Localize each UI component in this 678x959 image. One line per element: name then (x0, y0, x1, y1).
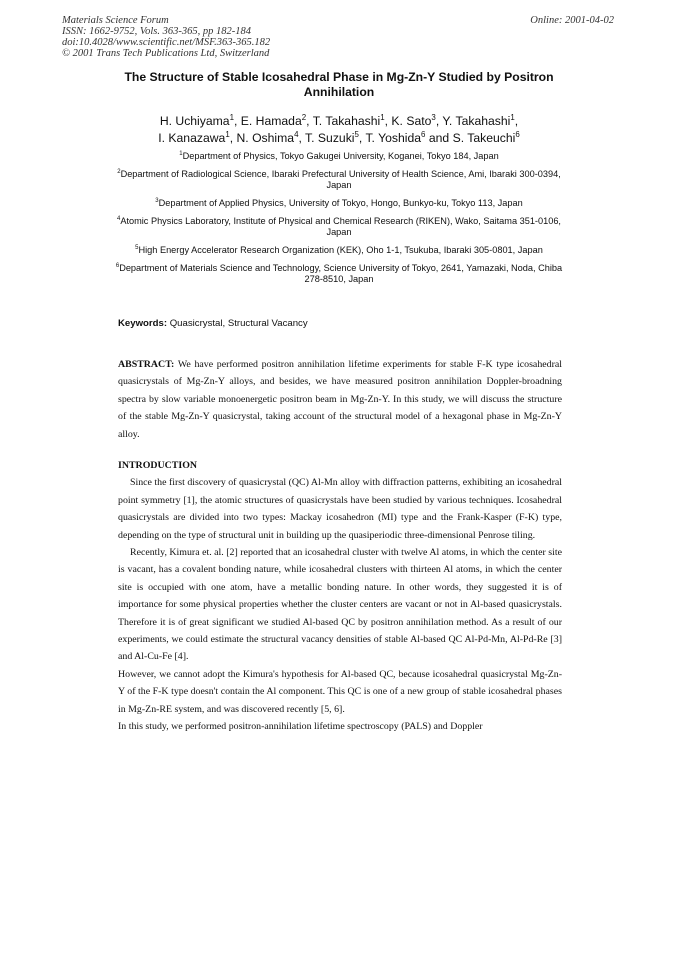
author-affiliation-mark: 1 (380, 112, 385, 122)
affiliation-list (110, 151, 568, 292)
author-separator: and (425, 131, 453, 145)
affiliation-text: Department of Physics, Tokyo Gakugei University, Koganei, Tokyo 184, Japan (182, 151, 499, 161)
author-separator: , (233, 114, 241, 128)
abstract-text: We have performed positron annihilation lifetime experiments for stable F-K type icosahedral quasicrystals of Mg-Zn-Y alloys, and besides, we have measured positron annihilation Doppler-broadning spectra by slow variable monoenergetic positron beam in Mg-Zn-Y. In this study, we will discuss the structure of the stable Mg-Zn-Y quasicrystal, taking account of the structural model of a hexagonal phase in Mg-Zn-Y alloy. (118, 359, 562, 440)
author-affiliation-mark: 3 (431, 112, 436, 122)
affiliation (110, 169, 568, 192)
keywords (118, 318, 308, 329)
author-affiliation-mark: 2 (301, 112, 307, 122)
author-affiliation-mark: 1 (510, 112, 515, 122)
author-name: H. Uchiyama (159, 114, 230, 128)
author-name: T. Takahashi (312, 114, 381, 128)
journal-name: Materials Science Forum (62, 15, 169, 26)
affiliation (110, 151, 568, 162)
affiliation-number: 2 (117, 168, 121, 175)
author-name: N. Oshima (236, 131, 295, 145)
issn-line: ISSN: 1662-9752, Vols. 363-365, pp 182-184 (62, 26, 251, 37)
affiliation (110, 216, 568, 239)
author-name: Y. Takahashi (442, 114, 511, 128)
online-date: Online: 2001-04-02 (530, 15, 614, 26)
affiliation-number: 6 (115, 262, 120, 269)
affiliation-number: 1 (179, 150, 183, 157)
paper-title: The Structure of Stable Icosahedral Phase in Mg-Zn-Y Studied by Positron Annihilation (124, 70, 554, 99)
author-separator: , (229, 131, 237, 145)
introduction-heading: INTRODUCTION (118, 460, 198, 471)
author-name: I. Kanazawa (158, 131, 226, 145)
author-affiliation-mark: 6 (421, 129, 426, 139)
affiliation-text: Department of Materials Science and Technology, Science University of Tokyo, 2641, Yamazaki, Noda, Chiba 278-8510, Japan (119, 262, 563, 284)
introduction-section (118, 457, 562, 736)
author-affiliation-mark: 1 (225, 129, 230, 139)
affiliation (110, 198, 568, 209)
author-separator: , (435, 114, 443, 128)
abstract-label: ABSTRACT: (118, 359, 175, 370)
journal-header (62, 15, 270, 59)
intro-paragraph: However, we cannot adopt the Kimura's hypothesis for Al-based QC, because icosahedral quasicrystal Mg-Zn-Y of the F-K type doesn't contain the Al component. This QC is one of a new group of stable icosahedral phases in Mg-Zn-RE system, and was discovered recently [5, 6]. (118, 668, 562, 715)
abstract (118, 356, 562, 443)
author-name: E. Hamada (240, 114, 302, 128)
author-affiliation-mark: 6 (515, 129, 520, 139)
author-separator: , (358, 131, 366, 145)
affiliation-number: 5 (135, 244, 139, 251)
affiliation-number: 4 (116, 215, 121, 222)
intro-paragraph: In this study, we performed positron-annihilation lifetime spectroscopy (PALS) and Doppler (118, 721, 483, 733)
author-separator: , (514, 114, 519, 128)
copyright-line: © 2001 Trans Tech Publications Ltd, Switzerland (62, 48, 270, 59)
affiliation-text: Department of Radiological Science, Ibaraki Prefectural University of Health Science, Ami, Ibaraki 300-0394, Japan (120, 168, 561, 191)
author-affiliation-mark: 1 (229, 112, 234, 122)
author-name: T. Suzuki (305, 131, 355, 145)
keywords-label: Keywords: (118, 318, 168, 329)
author-separator: , (298, 131, 306, 145)
affiliation-text: Department of Applied Physics, University of Tokyo, Hongo, Bunkyo-ku, Tokyo 113, Japan (158, 197, 523, 208)
author-name: T. Yoshida (365, 131, 422, 145)
intro-paragraph: Since the first discovery of quasicrystal (QC) Al-Mn alloy with diffraction patterns, exhibiting an icosahedral point symmetry [1], the atomic structures of quasicrystals have been studied by various techniques. Icosahedral quasicrystals are divided into two types: Mackay icosahedron (MI) type and the Frank-Kasper (F-K) type, depending on the type of structural unit in building up the quasiperiodic three-dimensional Penrose tiling. (118, 477, 562, 541)
affiliation-text: Atomic Physics Laboratory, Institute of Physical and Chemical Research (RIKEN), Wako, Saitama 351-0106, Japan (120, 215, 561, 237)
author-affiliation-mark: 5 (354, 129, 359, 139)
affiliation-number: 3 (155, 197, 159, 204)
affiliation-text: High Energy Accelerator Research Organization (KEK), Oho 1-1, Tsukuba, Ibaraki 305-0801, Japan (138, 244, 543, 255)
author-name: K. Sato (391, 114, 432, 128)
affiliation (110, 245, 568, 256)
intro-paragraph: Recently, Kimura et. al. [2] reported that an icosahedral cluster with twelve Al atoms, in which the center site is vacant, has a covalent bonding nature, while icosahedral clusters with thirteen Al atoms, in which the center site is occupied with one atom, have a metallic bonding nature. In other words, they suggested it is of importance for some physical properties whether the cluster centers are vacant or not in Al-based quasicrystals. Therefore it is of great significant we studied Al-based QC by positron annihilation method. As a result of our experiments, we could estimate the structural vacancy densities of stable Al-based QC Al-Pd-Mn, Al-Pd-Re [3] and Al-Cu-Fe [4]. (118, 547, 562, 663)
author-separator: , (306, 114, 313, 128)
author-list (100, 113, 578, 147)
doi-line: doi:10.4028/www.scientific.net/MSF.363-365.182 (62, 37, 271, 48)
keywords-text: Quasicrystal, Structural Vacancy (169, 318, 308, 329)
author-affiliation-mark: 4 (294, 129, 299, 139)
author-separator: , (384, 114, 392, 128)
affiliation (110, 263, 568, 286)
author-name: S. Takeuchi (452, 131, 516, 145)
